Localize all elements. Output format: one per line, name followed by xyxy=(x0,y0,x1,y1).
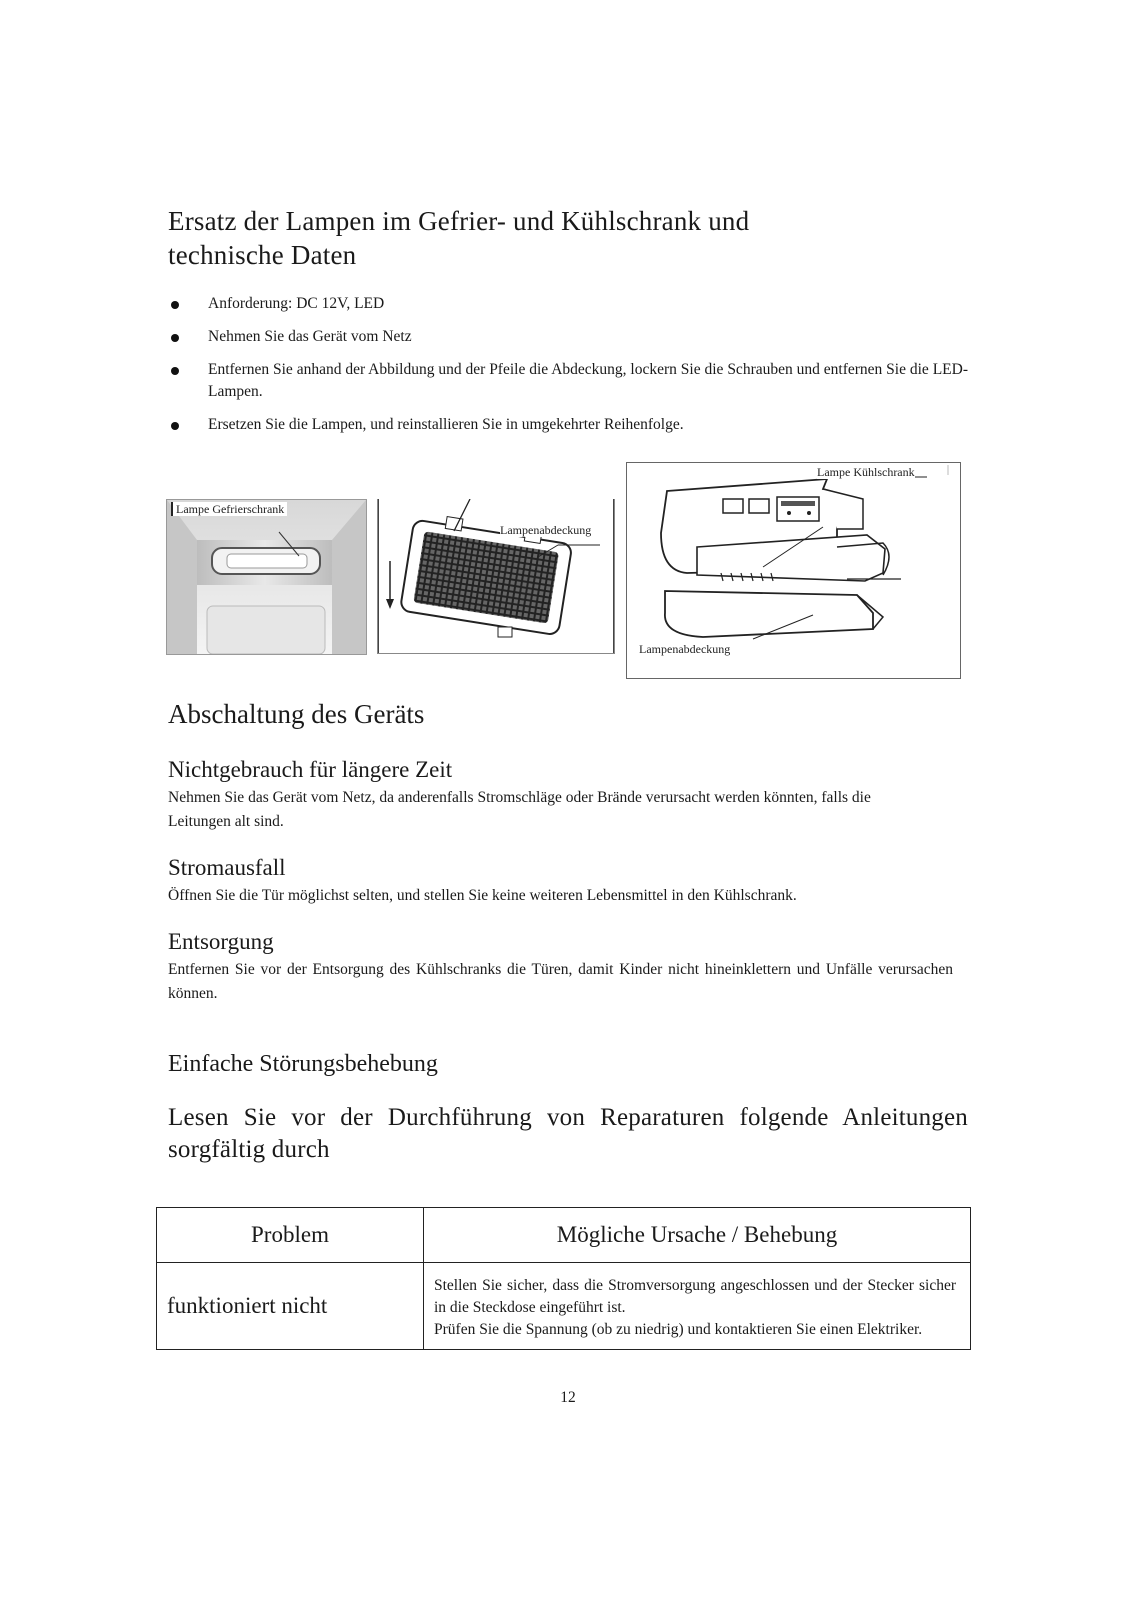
fridge-lamp-drawing xyxy=(626,462,961,679)
bullet-icon xyxy=(171,334,179,342)
table-row xyxy=(157,1263,971,1350)
troubleshooting-intro: Lesen Sie vor der Durchführung von Reparaturen folgende Anleitungen sorgfältig durch xyxy=(168,1104,968,1163)
column-header-problem: Problem xyxy=(157,1208,424,1263)
list-item: Nehmen Sie das Gerät vom Netz xyxy=(168,326,968,348)
fridge-cover-label: Lampenabdeckung xyxy=(639,642,731,656)
subsection-text-power-outage: Öffnen Sie die Tür möglichst selten, und stellen Sie keine weiteren Lebensmittel in den Kühlschrank. xyxy=(168,887,797,904)
freezer-lamp-label: Lampe Gefrierschrank xyxy=(171,502,287,516)
cause-text-2: Prüfen Sie die Spannung (ob zu niedrig) und kontaktieren Sie einen Elektriker. xyxy=(434,1321,923,1338)
page-number: 12 xyxy=(560,1389,576,1406)
cause-text-1: Stellen Sie sicher, dass die Stromversorgung angeschlossen und der Stecker sicher in die Steckdose eingeführt ist. xyxy=(434,1277,956,1316)
instruction-list xyxy=(168,293,968,447)
section-title-troubleshooting: Einfache Störungsbehebung xyxy=(168,1051,438,1077)
section-title-line2: technische Daten xyxy=(168,240,357,270)
freezer-lamp-photo xyxy=(166,499,367,655)
section-title-lamp-replacement xyxy=(168,204,1028,272)
fridge-lamp-label: Lampe Kühlschrank xyxy=(817,465,915,479)
bullet-icon xyxy=(171,301,179,309)
problem-cell: funktioniert nicht xyxy=(157,1263,424,1350)
bullet-icon xyxy=(171,367,179,375)
cause-cell xyxy=(424,1263,971,1350)
subsection-title-disposal: Entsorgung xyxy=(168,929,274,954)
bullet-icon xyxy=(171,422,179,430)
subsection-text-disposal: Entfernen Sie vor der Entsorgung des Kühlschranks die Türen, damit Kinder nicht hineinklettern und Unfälle verursachen können. xyxy=(168,961,953,1002)
list-item: Ersetzen Sie die Lampen, und reinstallieren Sie in umgekehrter Reihenfolge. xyxy=(168,414,968,436)
list-item: Anforderung: DC 12V, LED xyxy=(168,293,968,315)
lamp-cover-label: Lampenabdeckung xyxy=(500,523,592,537)
subsection-text-nonuse: Nehmen Sie das Gerät vom Netz, da anderenfalls Stromschläge oder Brände verursacht werden könnten, falls die Leitungen alt sind. xyxy=(168,789,871,830)
section-title-shutdown: Abschaltung des Geräts xyxy=(168,699,425,729)
lamp-cover-drawing xyxy=(377,499,615,654)
subsection-title-power-outage: Stromausfall xyxy=(168,855,286,880)
troubleshooting-table xyxy=(156,1207,971,1350)
table-header-row xyxy=(157,1208,971,1263)
subsection-title-nonuse: Nichtgebrauch für längere Zeit xyxy=(168,757,453,782)
section-title-line1: Ersatz der Lampen im Gefrier- und Kühlschrank und xyxy=(168,206,750,236)
column-header-cause: Mögliche Ursache / Behebung xyxy=(424,1208,971,1263)
list-item: Entfernen Sie anhand der Abbildung und der Pfeile die Abdeckung, lockern Sie die Schrauben und entfernen Sie die LED-Lampen. xyxy=(168,359,968,403)
freezer-interior-illustration xyxy=(167,500,366,654)
